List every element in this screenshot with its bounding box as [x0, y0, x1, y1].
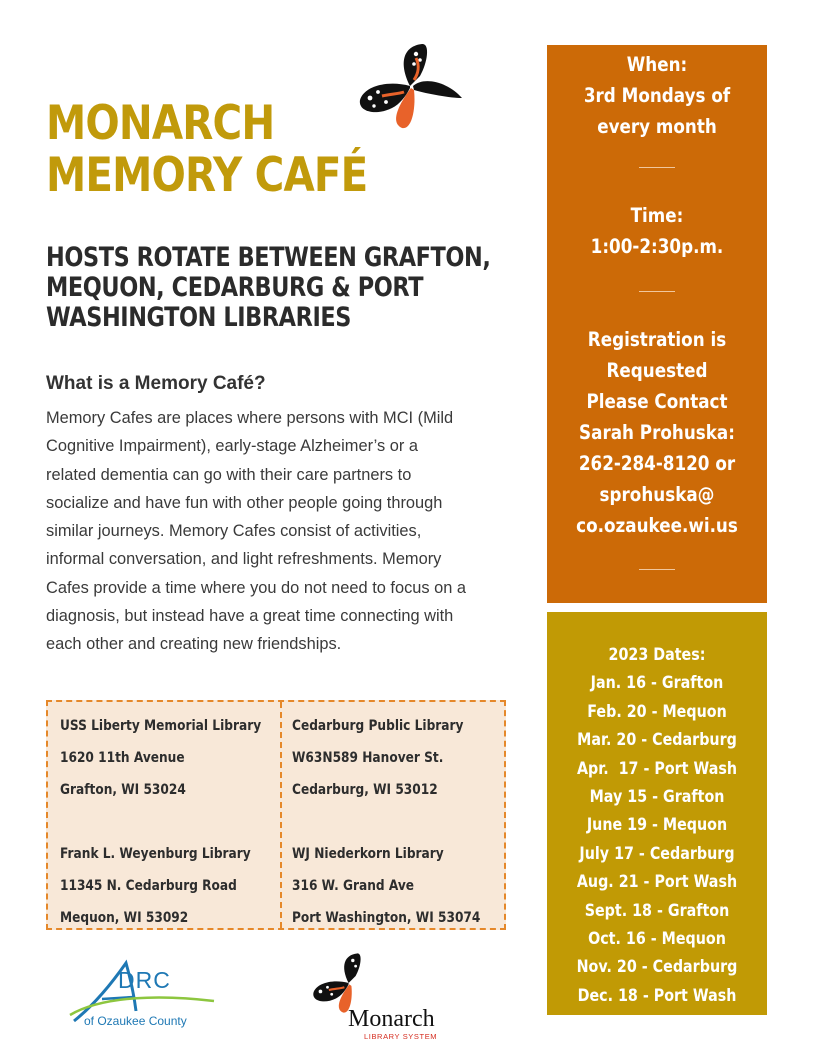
date-item: Mar. 20 - Cedarburg: [577, 730, 737, 751]
registration-block: [562, 324, 751, 541]
when-line-1: 3rd Mondays of: [583, 84, 731, 107]
date-item: June 19 - Mequon: [586, 815, 728, 836]
divider-line: [639, 569, 675, 570]
adrc-logo-county: of Ozaukee County: [84, 1014, 187, 1028]
library-street: 1620 11th Avenue: [60, 750, 185, 766]
subtitle-line-2: MEQUON, CEDARBURG & PORT: [46, 272, 424, 303]
intro-line: each other and creating new friendships.: [46, 635, 342, 654]
dates-heading: 2023 Dates:: [608, 645, 706, 665]
date-item: July 17 - Cedarburg: [579, 843, 735, 864]
date-item: Feb. 20 - Mequon: [587, 701, 727, 722]
page-subtitle: [46, 243, 511, 333]
registration-line: Registration is: [587, 328, 727, 351]
intro-heading: What is a Memory Café?: [46, 373, 266, 394]
contact-email-domain: co.ozaukee.wi.us: [576, 514, 738, 537]
library-city: Cedarburg, WI 53012: [292, 782, 438, 798]
when-label: When:: [626, 53, 688, 76]
intro-line: informal conversation, and light refreshments. Memory: [46, 550, 442, 569]
divider-line: [639, 167, 675, 168]
library-locations-box: [46, 700, 506, 930]
title-line-2: MEMORY CAFÉ: [46, 148, 368, 203]
when-line-2: every month: [597, 115, 717, 138]
adrc-logo-text: DRC: [118, 967, 171, 993]
dates-list: [565, 641, 750, 1010]
date-item: Oct. 16 - Mequon: [588, 929, 726, 950]
contact-phone: 262-284-8120 or: [578, 452, 736, 475]
intro-line: socialize and have fun with other people going through: [46, 493, 443, 512]
library-street: W63N589 Hanover St.: [292, 750, 444, 766]
library-name: Frank L. Weyenburg Library: [60, 846, 251, 862]
monarch-logo-subtitle: LIBRARY SYSTEM: [364, 1032, 438, 1041]
time-label: Time:: [630, 204, 684, 227]
intro-line: Cafes provide a time where you do not need to focus on a: [46, 578, 467, 597]
library-column-left: [60, 710, 261, 934]
intro-line: diagnosis, but instead have a great time connecting with: [46, 607, 454, 626]
library-city: Mequon, WI 53092: [60, 910, 189, 926]
subtitle-line-1: HOSTS ROTATE BETWEEN GRAFTON,: [46, 242, 491, 273]
monarch-logo-name: Monarch: [348, 1006, 435, 1032]
library-name: Cedarburg Public Library: [292, 718, 464, 734]
time-value: 1:00-2:30p.m.: [590, 235, 724, 258]
library-name: USS Liberty Memorial Library: [60, 718, 262, 734]
time-block: [562, 200, 751, 262]
page-title: [46, 98, 459, 202]
library-column-right: [292, 710, 480, 934]
intro-line: Memory Cafes are places where persons with MCI (Mild: [46, 409, 454, 427]
date-item: Apr. 17 - Port Wash: [576, 758, 738, 779]
title-line-1: MONARCH: [46, 96, 275, 151]
intro-line: similar journeys. Memory Cafes consist of activities,: [46, 522, 422, 541]
date-item: Dec. 18 - Port Wash: [577, 985, 737, 1006]
date-item: Aug. 21 - Port Wash: [576, 872, 738, 893]
registration-line: Please Contact: [586, 390, 728, 413]
divider-line: [639, 291, 675, 292]
intro-line: Cognitive Impairment), early-stage Alzheimer’s or a: [46, 437, 418, 456]
library-street: 11345 N. Cedarburg Road: [60, 878, 237, 894]
date-item: Nov. 20 - Cedarburg: [576, 957, 738, 978]
registration-line: Requested: [606, 359, 708, 382]
contact-email-user: sprohuska@: [599, 483, 715, 506]
date-item: May 15 - Grafton: [589, 787, 725, 808]
intro-paragraph: [46, 404, 536, 659]
library-city: Grafton, WI 53024: [60, 782, 186, 798]
subtitle-line-3: WASHINGTON LIBRARIES: [46, 302, 351, 333]
library-city: Port Washington, WI 53074: [292, 910, 481, 926]
intro-line: related dementia can go with their care partners to: [46, 465, 412, 484]
date-item: Sept. 18 - Grafton: [584, 900, 730, 921]
library-divider: [280, 702, 282, 928]
library-street: 316 W. Grand Ave: [292, 878, 415, 894]
contact-name: Sarah Prohuska:: [579, 421, 735, 444]
library-name: WJ Niederkorn Library: [292, 846, 444, 862]
when-block: [562, 49, 751, 142]
dates-panel: [547, 612, 767, 1015]
date-item: Jan. 16 - Grafton: [590, 673, 724, 694]
schedule-info-panel: [547, 45, 767, 603]
